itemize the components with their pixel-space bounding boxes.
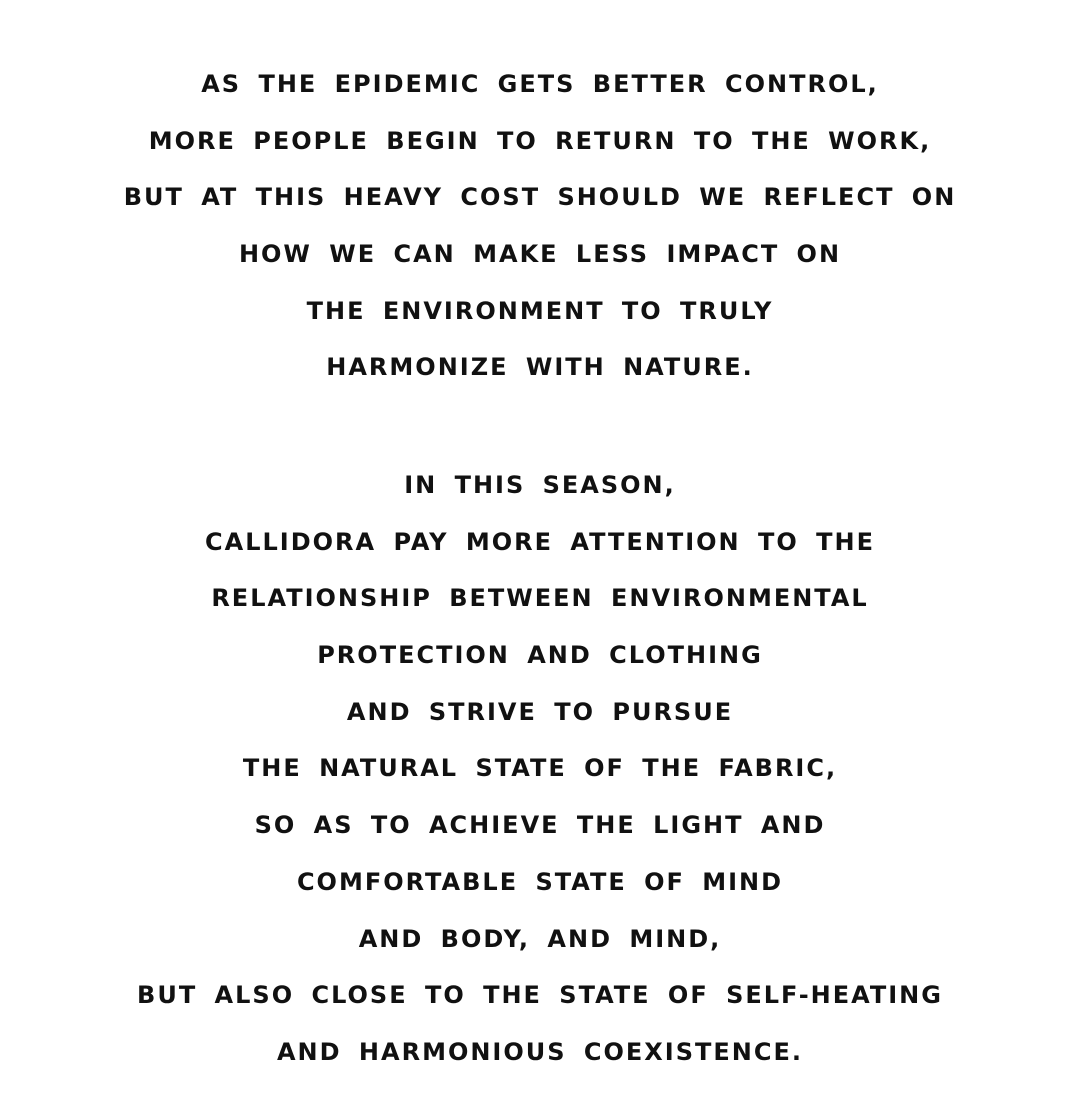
text-line: AND BODY, AND MIND, bbox=[358, 924, 722, 953]
paragraph-epidemic-reflection bbox=[0, 56, 1080, 396]
text-line: BUT ALSO CLOSE TO THE STATE OF SELF-HEATING bbox=[137, 981, 943, 1010]
text-line: AND STRIVE TO PURSUE bbox=[346, 697, 734, 726]
text-line: THE NATURAL STATE OF THE FABRIC, bbox=[242, 754, 838, 783]
text-line: AS THE EPIDEMIC GETS BETTER CONTROL, bbox=[201, 70, 879, 98]
text-line: BUT AT THIS HEAVY COST SHOULD WE REFLECT ON bbox=[123, 183, 957, 212]
text-line: MORE PEOPLE BEGIN TO RETURN TO THE WORK, bbox=[148, 126, 932, 155]
text-line: RELATIONSHIP BETWEEN ENVIRONMENTAL bbox=[211, 584, 869, 613]
text-line: AND HARMONIOUS COEXISTENCE. bbox=[276, 1037, 803, 1066]
text-line: PROTECTION AND CLOTHING bbox=[317, 641, 763, 670]
paragraph-season-statement bbox=[0, 457, 1080, 1081]
text-line: CALLIDORA PAY MORE ATTENTION TO THE bbox=[205, 527, 875, 556]
text-line: THE ENVIRONMENT TO TRULY bbox=[306, 296, 774, 325]
text-line: SO AS TO ACHIEVE THE LIGHT AND bbox=[254, 811, 826, 840]
text-line: HARMONIZE WITH NATURE. bbox=[326, 353, 754, 382]
text-line: HOW WE CAN MAKE LESS IMPACT ON bbox=[238, 240, 842, 269]
text-line: IN THIS SEASON, bbox=[404, 471, 676, 499]
text-line: COMFORTABLE STATE OF MIND bbox=[296, 867, 784, 896]
